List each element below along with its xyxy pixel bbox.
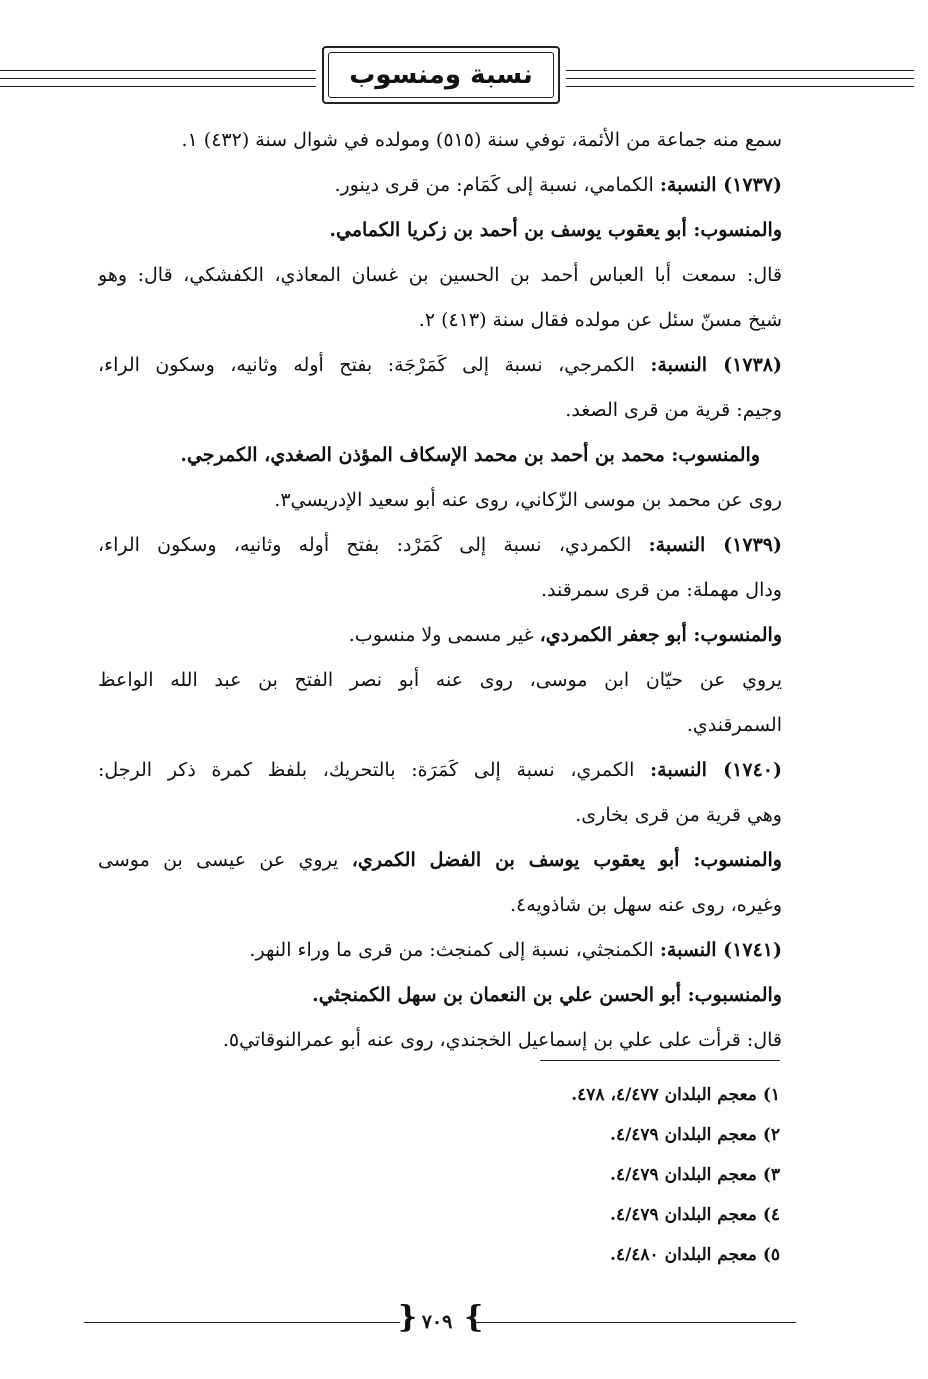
text-segment: السمرقندي. [686,714,782,736]
body-text [98,118,782,1063]
header-rule-right-bottom [566,86,914,87]
page-number-bracket-left: { [398,1300,418,1335]
header-rule-right-top [566,70,914,71]
bold-segment: (١٧٣٩) النسبة: [648,534,782,556]
text-line [98,703,782,748]
text-line [98,478,782,523]
footer-rule-left [84,1322,400,1323]
header-rule-left-middle [0,78,316,79]
bold-segment: والمنسوب: أبو جعفر الكمردي، [539,624,782,646]
text-line [98,118,782,163]
header-rule-right-middle [566,78,914,79]
text-segment: ودال مهملة: من قرى سمرقند. [541,579,782,601]
text-segment: الكمردي، نسبة إلى كَمَرْد: بفتح أوله وثانيه، وسكون الراء، [98,534,649,556]
page-number: ٧٠٩ [421,1311,453,1333]
text-line [98,658,782,703]
page-title: نسبة ومنسوب [349,60,533,90]
text-line [98,253,782,298]
footnote-1: ١) معجم البلدان ٤/٤٧٧، ٤٧٨. [571,1085,780,1105]
text-line [98,568,782,613]
bold-segment: (١٧٣٨) النسبة: [650,354,782,376]
footnote-5: ٥) معجم البلدان ٤/٤٨٠. [610,1245,780,1265]
text-line [98,433,782,478]
text-line [98,523,782,568]
text-segment: غير مسمى ولا منسوب. [348,624,540,646]
bold-segment: والمنسوب: أبو يعقوب يوسف بن الفضل الكمري، [351,849,782,871]
text-segment: شيخ مسنّ سئل عن مولده فقال سنة (٤١٣) ٢. [418,309,782,331]
text-line [98,613,782,658]
text-line [98,298,782,343]
footnote-3: ٣) معجم البلدان ٤/٤٧٩. [610,1165,780,1185]
text-segment: الكمامي، نسبة إلى كَمَام: من قرى دينور. [334,174,660,196]
text-line [98,343,782,388]
footer-rule-right [474,1322,796,1323]
bold-segment: (١٧٤١) النسبة: [659,939,782,961]
text-segment: قال: سمعت أبا العباس أحمد بن الحسين بن غسان المعاذي، الكفشكي، قال: وهو [98,264,782,286]
text-segment: وجيم: قرية من قرى الصغد. [565,399,782,421]
text-line [98,1018,782,1063]
page-footer [0,1300,928,1344]
header-rule-left-top [0,70,316,71]
page-number-bracket-right: } [464,1300,484,1335]
text-segment: قال: قرأت على علي بن إسماعيل الخجندي، روى عنه أبو عمرالنوقاتي٥. [222,1029,782,1051]
text-segment: الكمري، نسبة إلى كَمَرَة: بالتحريك، بلفظ كمرة ذكر الرجل: [98,759,651,781]
footnote-2: ٢) معجم البلدان ٤/٤٧٩. [610,1125,780,1145]
text-segment: يروي عن حيّان ابن موسى، روى عنه أبو نصر الفتح بن عبد الله الواعظ [98,669,782,691]
text-line [98,208,782,253]
text-segment: الكمرجي، نسبة إلى كَمَرْجَة: بفتح أوله وثانيه، وسكون الراء، [98,354,651,376]
bold-segment: (١٧٤٠) النسبة: [650,759,782,781]
text-line [98,793,782,838]
footnote-separator [540,1060,780,1061]
text-segment: سمع منه جماعة من الأئمة، توفي سنة (٥١٥) ومولده في شوال سنة (٤٣٢) ١. [181,129,782,151]
text-line [98,973,782,1018]
text-line [98,748,782,793]
text-segment: روى عن محمد بن موسى الزّكاني، روى عنه أبو سعيد الإدريسي٣. [274,489,782,511]
footnotes [380,1075,780,1275]
footnote-4: ٤) معجم البلدان ٤/٤٧٩. [610,1205,780,1225]
header-rule-left-bottom [0,86,316,87]
text-line [98,928,782,973]
text-line [98,883,782,928]
title-frame [322,46,560,104]
text-segment: وغيره، روى عنه سهل بن شاذويه٤. [510,894,782,916]
bold-segment: والمنسوب: محمد بن أحمد بن محمد الإسكاف المؤذن الصغدي، الكمرجي. [180,444,760,466]
bold-segment: والمنسبوب: أبو الحسن علي بن النعمان بن سهل الكمنجثي. [312,984,782,1006]
title-frame-inner [328,52,554,98]
text-line [98,163,782,208]
text-segment: الكمنجثي، نسبة إلى كمنجث: من قرى ما وراء النهر. [249,939,660,961]
text-line [98,838,782,883]
bold-segment: (١٧٣٧) النسبة: [659,174,782,196]
text-line [98,388,782,433]
bold-segment: والمنسوب: أبو يعقوب يوسف بن أحمد بن زكريا الكمامي. [329,219,782,241]
text-segment: يروي عن عيسى بن موسى [98,849,352,871]
text-segment: وهي قرية من قرى بخارى. [575,804,782,826]
